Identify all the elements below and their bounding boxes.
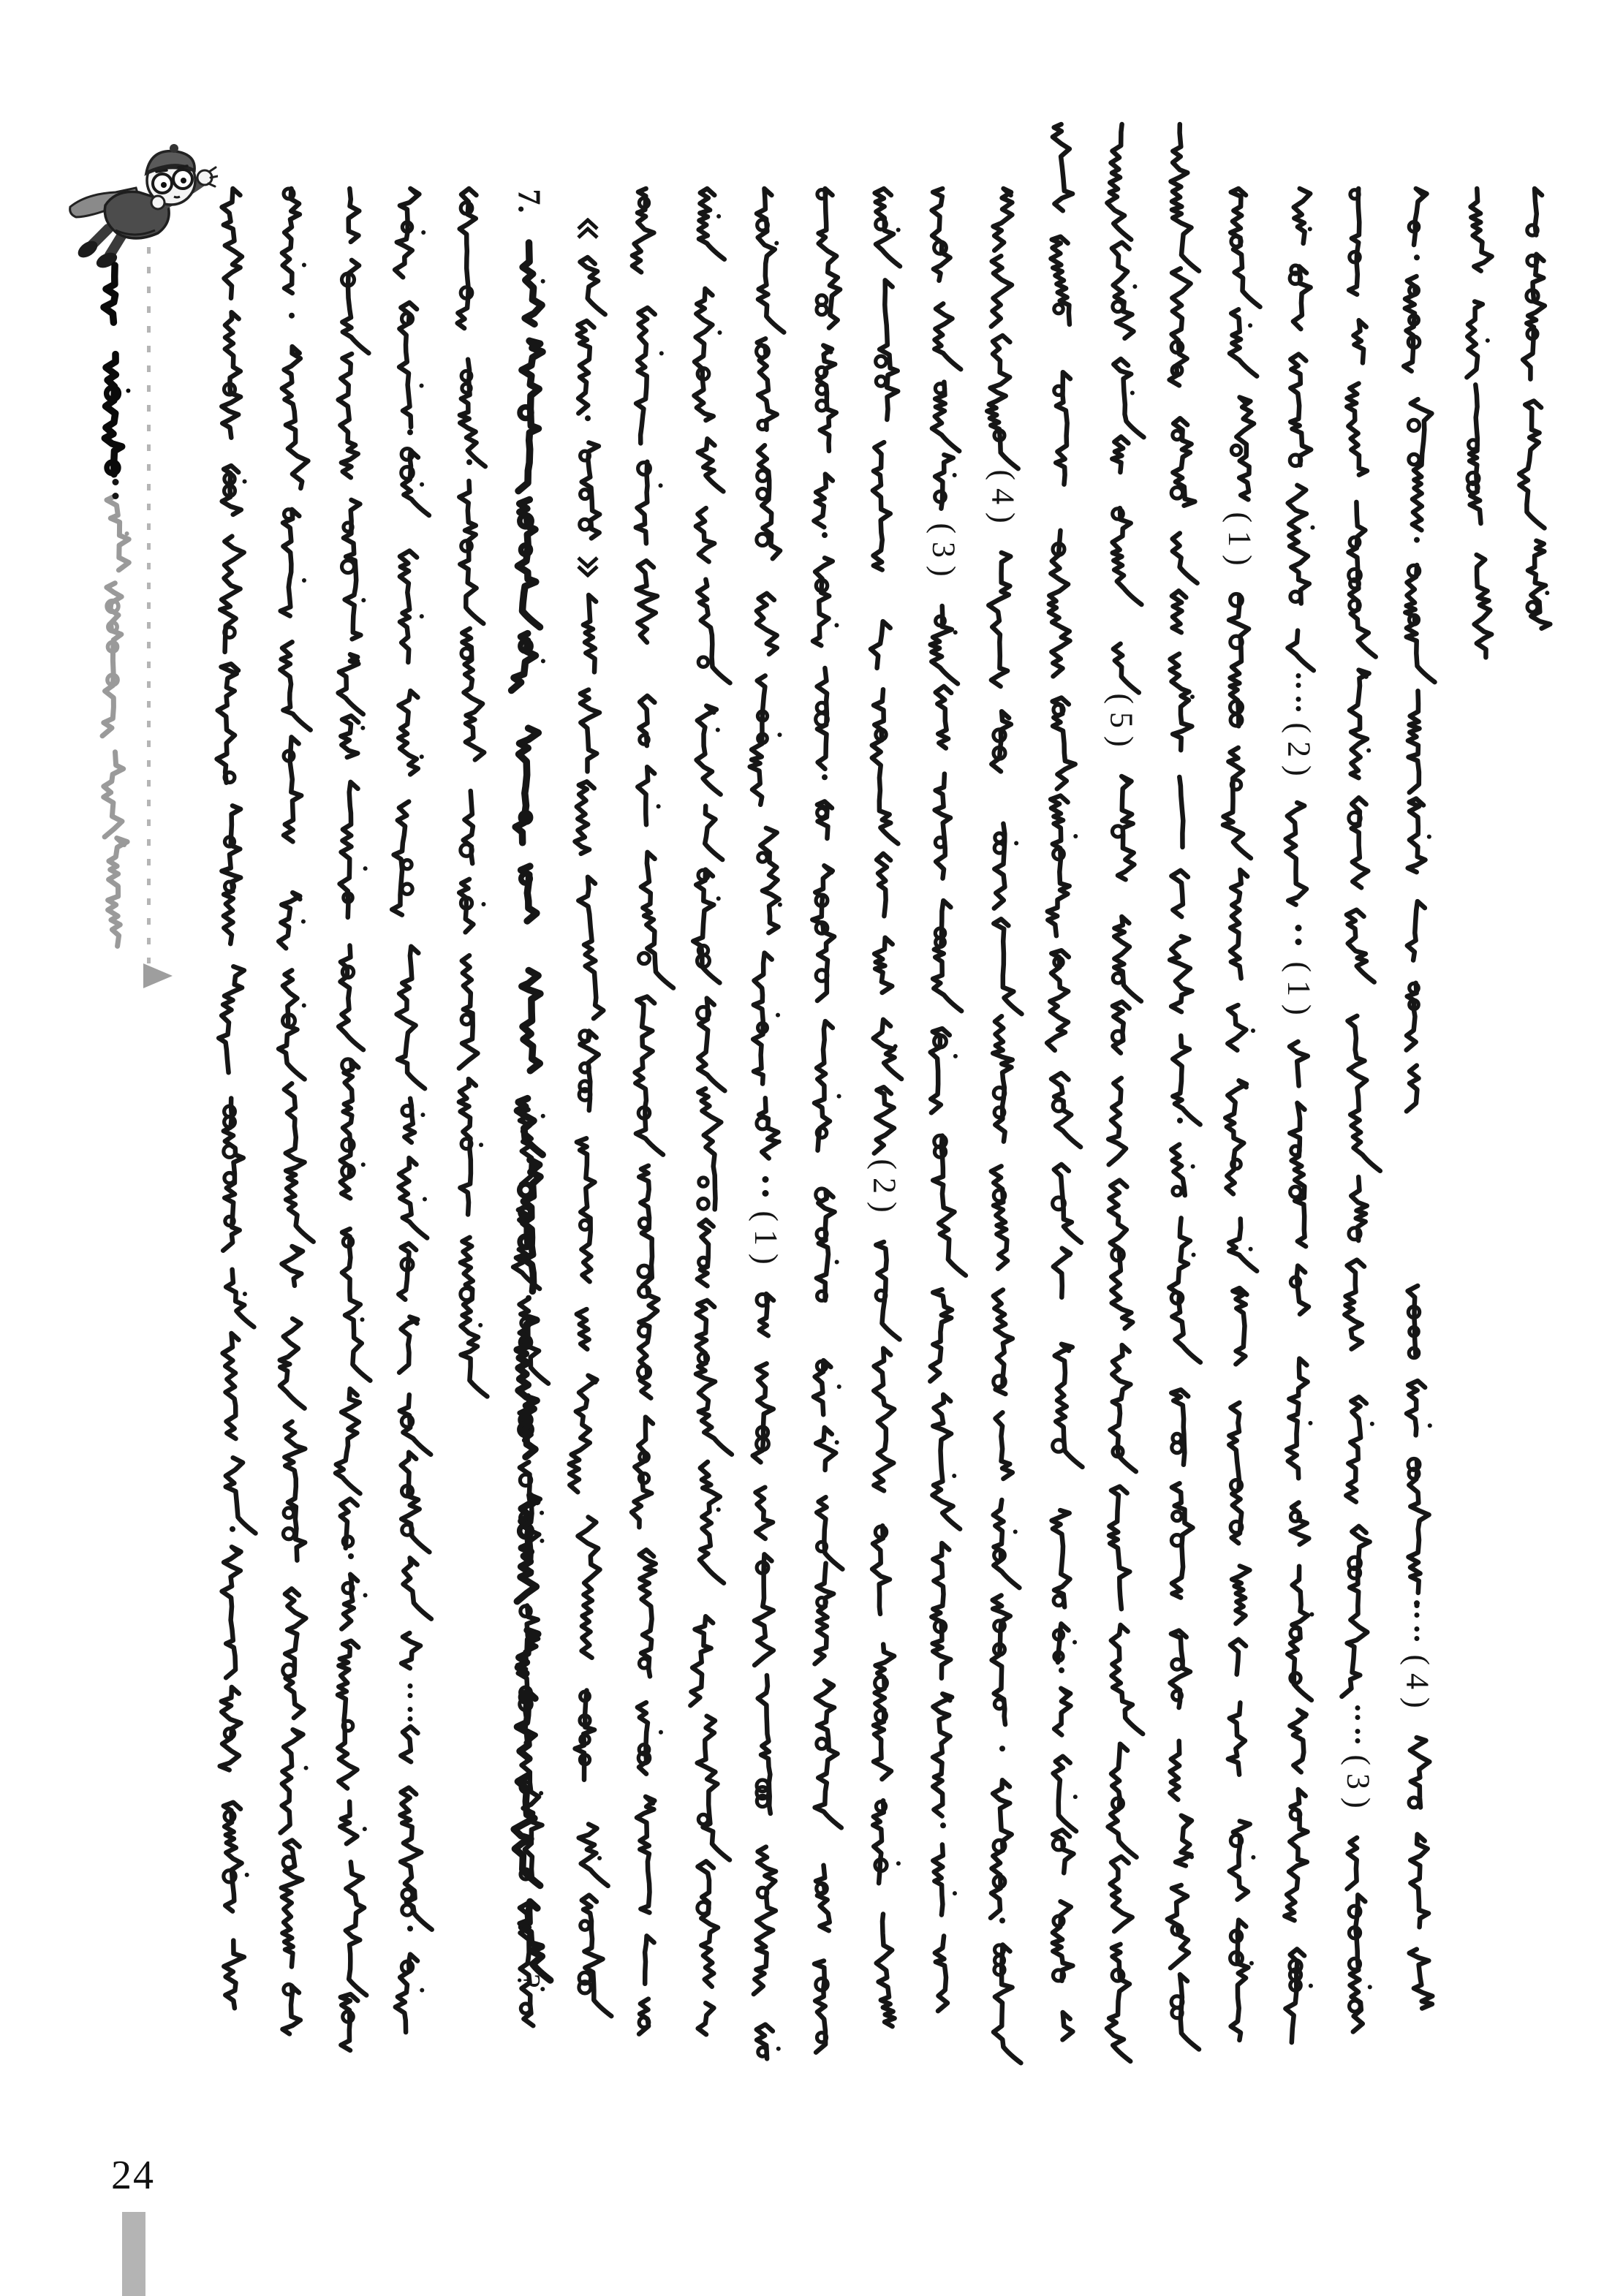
end-mark (1296, 671, 1301, 713)
item-number-token: ( 2 ) (1281, 721, 1317, 776)
question-number: 7. (511, 189, 547, 213)
item-number-token: ( 3 ) (926, 522, 962, 577)
question-mark: ? (510, 1974, 547, 1988)
item-number-token: ( 2 ) (866, 1158, 903, 1213)
page-number: 24 (111, 2153, 155, 2198)
end-mark (1415, 1601, 1420, 1643)
end-mark (408, 1681, 413, 1724)
item-number-token: ( 1 ) (1222, 511, 1258, 566)
end-mark (1355, 1703, 1361, 1746)
item-number-token: ( 5 ) (1103, 692, 1140, 747)
item-number-token: ( 4 ) (1399, 1653, 1436, 1708)
item-number-token: ( 1 ) (748, 1210, 784, 1265)
item-number-token: ( 1 ) (1281, 961, 1317, 1015)
item-number-token: ( 4 ) (985, 469, 1021, 523)
title-bracket-close-icon (576, 556, 599, 581)
bottom-margin-bar (122, 2212, 145, 2296)
item-number-token: ( 3 ) (1340, 1754, 1377, 1808)
colon-mark (1295, 921, 1302, 949)
colon-mark (763, 1172, 769, 1200)
title-bracket-open-icon (576, 218, 599, 243)
